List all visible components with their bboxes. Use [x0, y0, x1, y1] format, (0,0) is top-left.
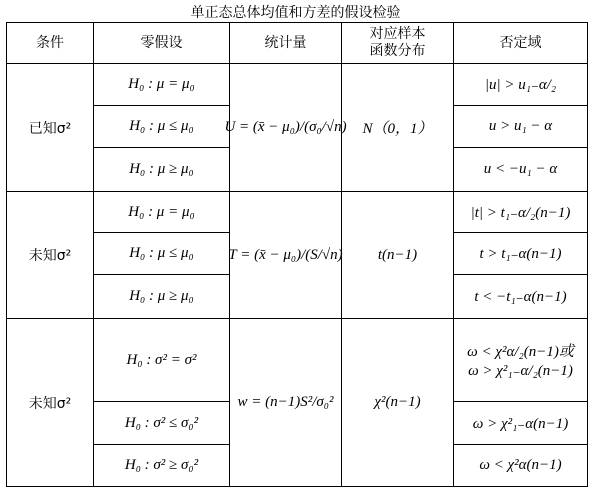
rejection-text: t < −t₁₋α(n−1)	[474, 289, 567, 305]
distribution-chi-square	[342, 319, 453, 486]
condition-text: 未知σ²	[28, 248, 72, 264]
statistic-text: U = (x̄ − μ₀)/(σ₀/√n)	[224, 119, 347, 135]
hypothesis-text: H₀ : σ² = σ²	[126, 351, 197, 368]
rejection-text: ω < χ²α/₂(n−1)或 ω > χ²₁₋α/₂(n−1)	[467, 344, 574, 379]
rejection-cell	[454, 192, 587, 232]
hypothesis-cell	[94, 64, 229, 105]
distribution-t	[342, 192, 453, 318]
distribution-text: χ²(n−1)	[374, 394, 421, 410]
rejection-cell	[454, 233, 587, 274]
header-distribution-line1: 对应样本	[369, 26, 426, 42]
hypothesis-cell	[94, 275, 229, 318]
hypothesis-text: H₀ : μ = μ₀	[128, 203, 195, 220]
distribution-text: t(n−1)	[377, 246, 418, 263]
hypothesis-cell	[94, 233, 229, 274]
condition-unknown-variance	[7, 192, 93, 318]
condition-unknown-variance-2	[7, 319, 93, 486]
header-condition: 条件	[36, 34, 64, 51]
statistic-u	[224, 64, 347, 191]
hypothesis-cell	[94, 148, 229, 191]
rejection-text: ω < χ²α(n−1)	[479, 457, 562, 473]
hypothesis-cell	[94, 402, 229, 444]
distribution-normal	[342, 64, 453, 191]
rejection-cell	[454, 275, 587, 318]
statistic-w	[230, 319, 341, 486]
header-distribution-line2: 函数分布	[369, 43, 426, 59]
rejection-text: u > u₁ − α	[488, 118, 553, 134]
condition-known-variance	[7, 64, 93, 191]
hypothesis-cell	[94, 192, 229, 232]
table-title: 单正态总体均值和方差的假设检验	[190, 5, 401, 21]
rejection-cell	[454, 106, 587, 147]
statistic-text: w = (n−1)S²/σ₀²	[237, 394, 334, 410]
hypothesis-text: H₀ : σ² ≥ σ₀²	[124, 457, 199, 473]
header-distribution	[342, 23, 453, 63]
condition-text: 未知σ²	[28, 395, 72, 412]
rejection-cell	[454, 148, 587, 191]
hypothesis-text: H₀ : μ ≤ μ₀	[129, 118, 194, 134]
hypothesis-cell	[94, 445, 229, 486]
hypothesis-cell	[94, 319, 229, 401]
header-null-hypothesis: 零假设	[140, 34, 183, 51]
hypothesis-text: H₀ : μ ≥ μ₀	[129, 161, 194, 177]
rejection-text: u < −u₁ − α	[483, 161, 558, 177]
rule-right	[587, 22, 588, 487]
rejection-cell	[454, 445, 587, 486]
statistic-text: T = (x̄ − μ₀)/(S/√n)	[228, 246, 343, 263]
rejection-cell	[454, 319, 587, 401]
header-statistic: 统计量	[264, 34, 307, 51]
rejection-text: |u| > u₁₋α/₂	[484, 77, 557, 93]
distribution-text: N（0，1）	[362, 121, 433, 137]
hypothesis-text: H₀ : μ = μ₀	[128, 76, 195, 92]
header-rejection-region: 否定域	[499, 34, 542, 51]
hypothesis-text: H₀ : σ² ≤ σ₀²	[124, 414, 199, 431]
hypothesis-text: H₀ : μ ≥ μ₀	[129, 288, 194, 304]
rejection-text: t > t₁₋α(n−1)	[479, 246, 562, 262]
condition-text: 已知σ²	[28, 120, 72, 137]
hypothesis-cell	[94, 106, 229, 147]
rejection-text: |t| > t₁₋α/₂(n−1)	[470, 204, 571, 221]
statistic-t	[230, 192, 341, 318]
rejection-cell	[454, 402, 587, 444]
hypothesis-text: H₀ : μ ≤ μ₀	[129, 245, 194, 261]
rejection-text: ω > χ²₁₋α(n−1)	[472, 415, 569, 432]
rejection-cell	[454, 64, 587, 105]
